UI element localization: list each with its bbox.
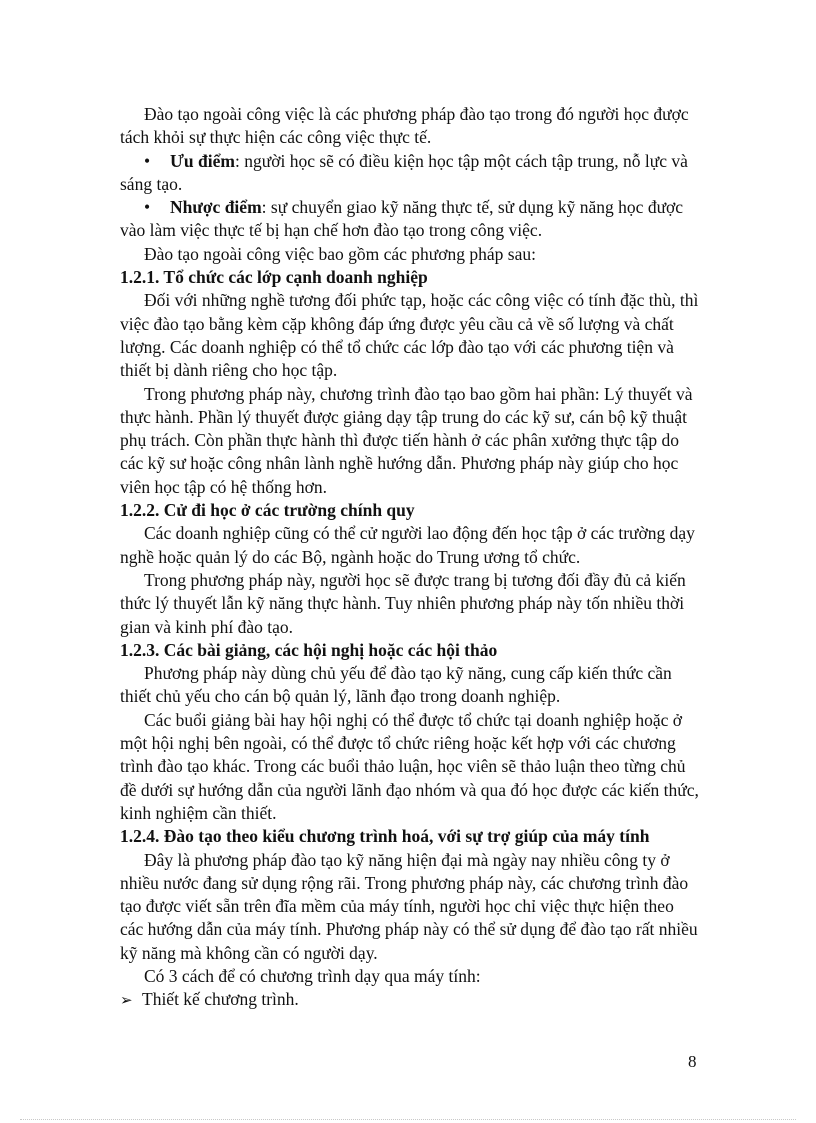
section-heading-1-2-2: 1.2.2. Cử đi học ở các trường chính quy: [120, 500, 415, 521]
bullet-disadvantage: [120, 196, 700, 243]
bullet-advantage-text: : người học sẽ có điều kiện học tập một cách tập trung, nỗ lực và sáng tạo.: [120, 150, 688, 194]
arrow-list-item-text: Thiết kế chương trình.: [142, 989, 299, 1010]
paragraph: Trong phương pháp này, chương trình đào tạo bao gồm hai phần: Lý thuyết và thực hành. Phần lý thuyết được giảng dạy tập trung do các kỹ sư, cán bộ kỹ thuật phụ trách. Còn phần thực hành thì được tiến hành ở các phân xưởng thực tập do các kỹ sư hoặc công nhân lành nghề hướng dẫn. Phương pháp này giúp cho học viên học tập có hệ thống hơn.: [120, 383, 693, 497]
paragraph: Trong phương pháp này, người học sẽ được trang bị tương đối đầy đủ cả kiến thức lý thuyết lẫn kỹ năng thực hành. Tuy nhiên phương pháp này tốn nhiều thời gian và kinh phí đào tạo.: [120, 569, 686, 637]
paragraph: Đây là phương pháp đào tạo kỹ năng hiện đại mà ngày nay nhiều công ty ở nhiều nước đang sử dụng rộng rãi. Trong phương pháp này, các chương trình đào tạo được viết sẵn trên đĩa mềm của máy tính, người học chỉ việc thực hiện theo các hướng dẫn của máy tính. Phương pháp này có thể sử dụng để đào tạo rất nhiều kỹ năng mà không cần có người dạy.: [120, 849, 698, 963]
paragraph: Phương pháp này dùng chủ yếu để đào tạo kỹ năng, cung cấp kiến thức cần thiết chủ yếu cho cán bộ quản lý, lãnh đạo trong doanh nghiệp.: [120, 663, 672, 707]
paragraph: Đối với những nghề tương đối phức tạp, hoặc các công việc có tính đặc thù, thì việc đào tạo bằng kèm cặp không đáp ứng được yêu cầu cả về số lượng và chất lượng. Các doanh nghiệp có thể tổ chức các lớp đào tạo với các phương tiện và thiết bị dành riêng cho học tập.: [120, 290, 699, 381]
bullet-dot-icon: •: [144, 150, 151, 171]
paragraph-methods-intro: Đào tạo ngoài công việc bao gồm các phương pháp sau:: [144, 243, 536, 264]
paragraph: Các doanh nghiệp cũng có thể cử người lao động đến học tập ở các trường dạy nghề hoặc quản lý do các Bộ, ngành hoặc do Trung ương tổ chức.: [120, 523, 695, 567]
bullet-disadvantage-label: Nhược điểm: [170, 197, 262, 218]
paragraph-intro: Đào tạo ngoài công việc là các phương pháp đào tạo trong đó người học được tách khỏi sự thực hiện các công việc thực tế.: [120, 104, 689, 148]
page-number: 8: [688, 1052, 697, 1071]
section-heading-1-2-1: 1.2.1. Tổ chức các lớp cạnh doanh nghiệp: [120, 267, 428, 288]
arrow-bullet-icon: ➢: [120, 993, 133, 1010]
page-bottom-border: [20, 1119, 796, 1120]
bullet-advantage-label: Ưu điểm: [170, 150, 235, 171]
section-heading-1-2-3: 1.2.3. Các bài giảng, các hội nghị hoặc các hội thảo: [120, 639, 498, 660]
arrow-list-item: [120, 988, 700, 1013]
paragraph: Có 3 cách để có chương trình dạy qua máy tính:: [144, 965, 481, 986]
bullet-disadvantage-text: : sự chuyển giao kỹ năng thực tế, sử dụng kỹ năng học được vào làm việc thực tế bị hạn chế hơn đào tạo trong công việc.: [120, 197, 684, 241]
bullet-advantage: [120, 150, 700, 197]
section-heading-1-2-4: 1.2.4. Đào tạo theo kiểu chương trình hoá, với sự trợ giúp của máy tính: [120, 826, 650, 847]
page-body: [120, 103, 700, 1014]
bullet-dot-icon: •: [144, 197, 151, 218]
paragraph: Các buổi giảng bài hay hội nghị có thể được tổ chức tại doanh nghiệp hoặc ở một hội nghị bên ngoài, có thể được tổ chức riêng hoặc kết hợp với các chương trình đào tạo khác. Trong các buổi thảo luận, học viên sẽ thảo luận theo từng chủ đề dưới sự hướng dẫn của người lãnh đạo nhóm và qua đó học được các kiến thức, kinh nghiệm cần thiết.: [120, 709, 699, 823]
